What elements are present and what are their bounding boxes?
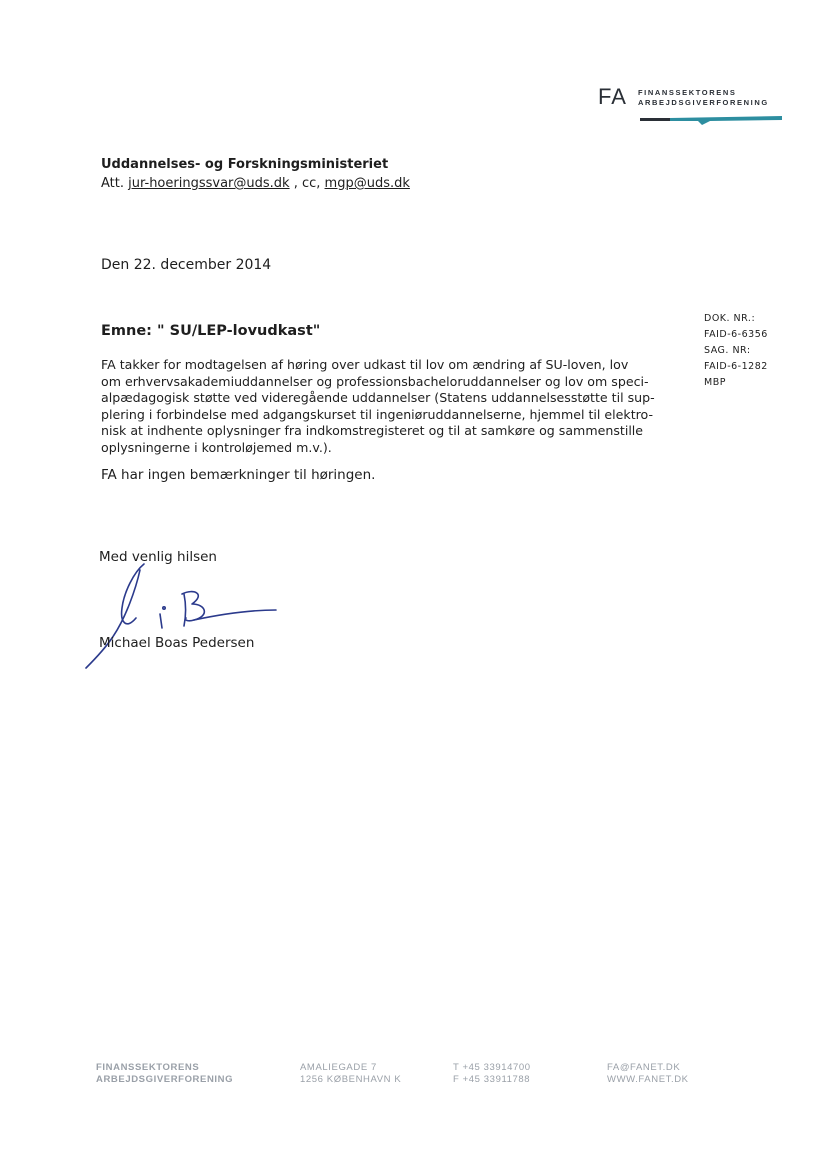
letter-date: Den 22. december 2014 — [101, 257, 272, 273]
handwritten-signature-icon — [82, 558, 282, 673]
sag-label: SAG. NR: — [704, 345, 751, 356]
dok-value: FAID-6-6356 — [704, 329, 768, 340]
email-link-cc[interactable]: mgp@uds.dk — [324, 176, 410, 191]
body-line: nisk at indhente oplysninger fra indkomstregisteret og til at samkøre og sammenstille — [101, 423, 644, 438]
footer-address-line1: AMALIEGADE 7 — [300, 1062, 377, 1073]
signer-name: Michael Boas Pedersen — [99, 635, 255, 651]
logo-text-line2: ARBEJDSGIVERFORENING — [638, 98, 769, 107]
recipient-att — [101, 176, 410, 191]
body-line: plering i forbindelse med adgangskurset til ingeniøruddannelserne, hjemmel til elektro- — [101, 406, 654, 422]
body-line: oplysningerne i kontroløjemed m.v.). — [101, 439, 332, 455]
letter-body — [101, 357, 661, 456]
sag-value: FAID-6-1282 — [704, 361, 768, 372]
recipient-name: Uddannelses- og Forskningsministeriet — [101, 157, 389, 172]
footer-address — [300, 1062, 401, 1086]
closing-remark: FA har ingen bemærkninger til høringen. — [101, 467, 376, 483]
letter-subject: Emne: " SU/LEP-lovudkast" — [101, 323, 321, 339]
footer-address-line2: 1256 KØBENHAVN K — [300, 1074, 402, 1085]
email-link-primary[interactable]: jur-hoeringssvar@uds.dk — [128, 176, 290, 191]
cc-separator: , cc, — [293, 176, 321, 191]
footer-telephone: T +45 33914700 — [453, 1062, 531, 1073]
footer-phone — [453, 1062, 531, 1086]
logo-text-line1: FINANSSEKTORENS — [638, 88, 737, 97]
body-line: om erhvervsakademiuddannelser og professionsbacheloruddannelser og lov om speci- — [101, 373, 649, 389]
footer-email[interactable]: FA@FANET.DK — [607, 1062, 681, 1073]
footer-website[interactable]: WWW.FANET.DK — [607, 1074, 689, 1085]
footer-org-line1: FINANSSEKTORENS — [96, 1062, 200, 1073]
footer-org-line2: ARBEJDSGIVERFORENING — [96, 1074, 234, 1085]
body-line: FA takker for modtagelsen af høring over udkast til lov om ændring af SU-loven, lov — [101, 357, 629, 372]
initials: MBP — [704, 377, 726, 388]
logo-mark: FA — [598, 84, 627, 109]
att-prefix: Att. — [101, 176, 124, 191]
footer-fax: F +45 33911788 — [453, 1074, 531, 1085]
body-line: alpædagogisk støtte ved videregående uddannelser (Statens uddannelsesstøtte til sup- — [101, 390, 655, 405]
footer-web — [607, 1062, 689, 1086]
footer-organization — [96, 1062, 233, 1086]
dok-label: DOK. NR.: — [704, 313, 756, 324]
greeting: Med venlig hilsen — [99, 549, 217, 565]
document-meta — [704, 311, 768, 391]
logo-bar-icon — [640, 114, 782, 126]
